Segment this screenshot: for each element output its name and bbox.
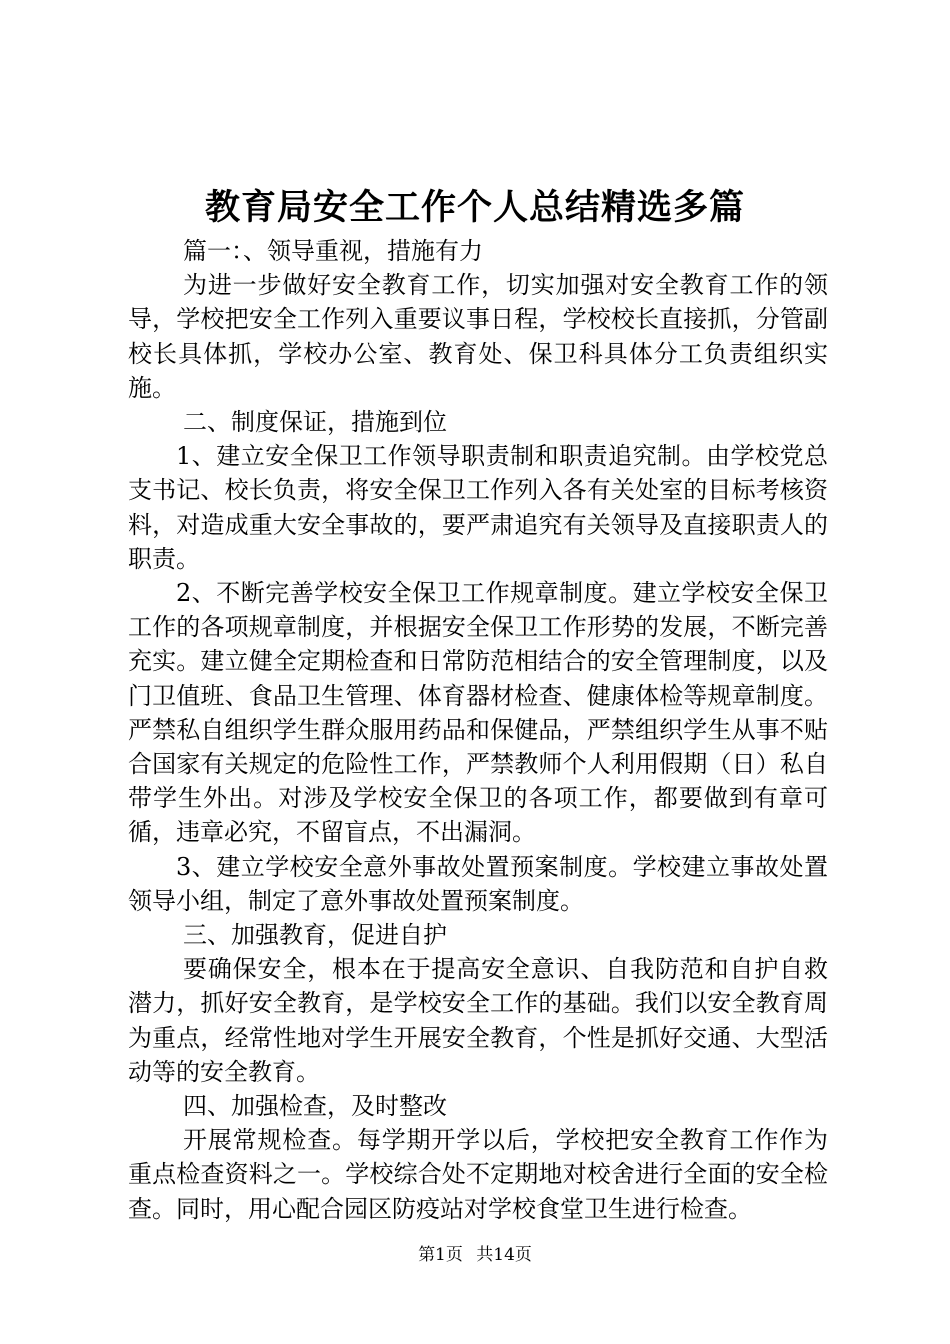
paragraph: 2、不断完善学校安全保卫工作规章制度。建立学校安全保卫工作的各项规章制度，并根据安全保卫工作形势的发展，不断完善充实。建立健全定期检查和日常防范相结合的安全管理制度，以及门卫值班、食品卫生管理、体育器材检查、健康体检等规章制度。严禁私自组织学生群众服用药品和保健品，严禁组织学生从事不贴合国家有关规定的危险性工作，严禁教师个人利用假期（日）私自带学生外出。对涉及学校安全保卫的各项工作，都要做到有章可循，违章必究，不留盲点，不出漏洞。 xyxy=(128,579,828,847)
section-heading-1: 篇一：、领导重视，措施有力 xyxy=(183,237,483,265)
paragraph: 3、建立学校安全意外事故处置预案制度。学校建立事故处置领导小组，制定了意外事故处置预案制度。 xyxy=(128,852,828,915)
paragraph: 1、建立安全保卫工作领导职责制和职责追究制。由学校党总支书记、校长负责，将安全保卫工作列入各有关处室的目标考核资料，对造成重大安全事故的，要严肃追究有关领导及直接职责人的职责。 xyxy=(128,442,828,573)
document-body xyxy=(128,234,828,1226)
section-heading-2: 二、制度保证，措施到位 xyxy=(183,408,447,437)
page-number: 第1页 xyxy=(418,1245,463,1265)
page-total: 共14页 xyxy=(476,1245,532,1265)
paragraph: 开展常规检查。每学期开学以后，学校把安全教育工作作为重点检查资料之一。学校综合处不定期地对校舍进行全面的安全检查。同时，用心配合园区防疫站对学校食堂卫生进行检查。 xyxy=(128,1126,828,1223)
section-heading-3: 三、加强教育，促进自护 xyxy=(183,921,447,950)
section-heading-4: 四、加强检查，及时整改 xyxy=(183,1092,447,1121)
document-title: 教育局安全工作个人总结精选多篇 xyxy=(204,187,745,228)
paragraph: 为进一步做好安全教育工作，切实加强对安全教育工作的领导，学校把安全工作列入重要议事日程，学校校长直接抓，分管副校长具体抓，学校办公室、教育处、保卫科具体分工负责组织实施。 xyxy=(128,271,828,402)
paragraph: 要确保安全，根本在于提高安全意识、自我防范和自护自救潜力，抓好安全教育，是学校安全工作的基础。我们以安全教育周为重点，经常性地对学生开展安全教育，个性是抓好交通、大型活动等的安全教育。 xyxy=(128,955,828,1086)
page-footer xyxy=(0,1243,950,1267)
